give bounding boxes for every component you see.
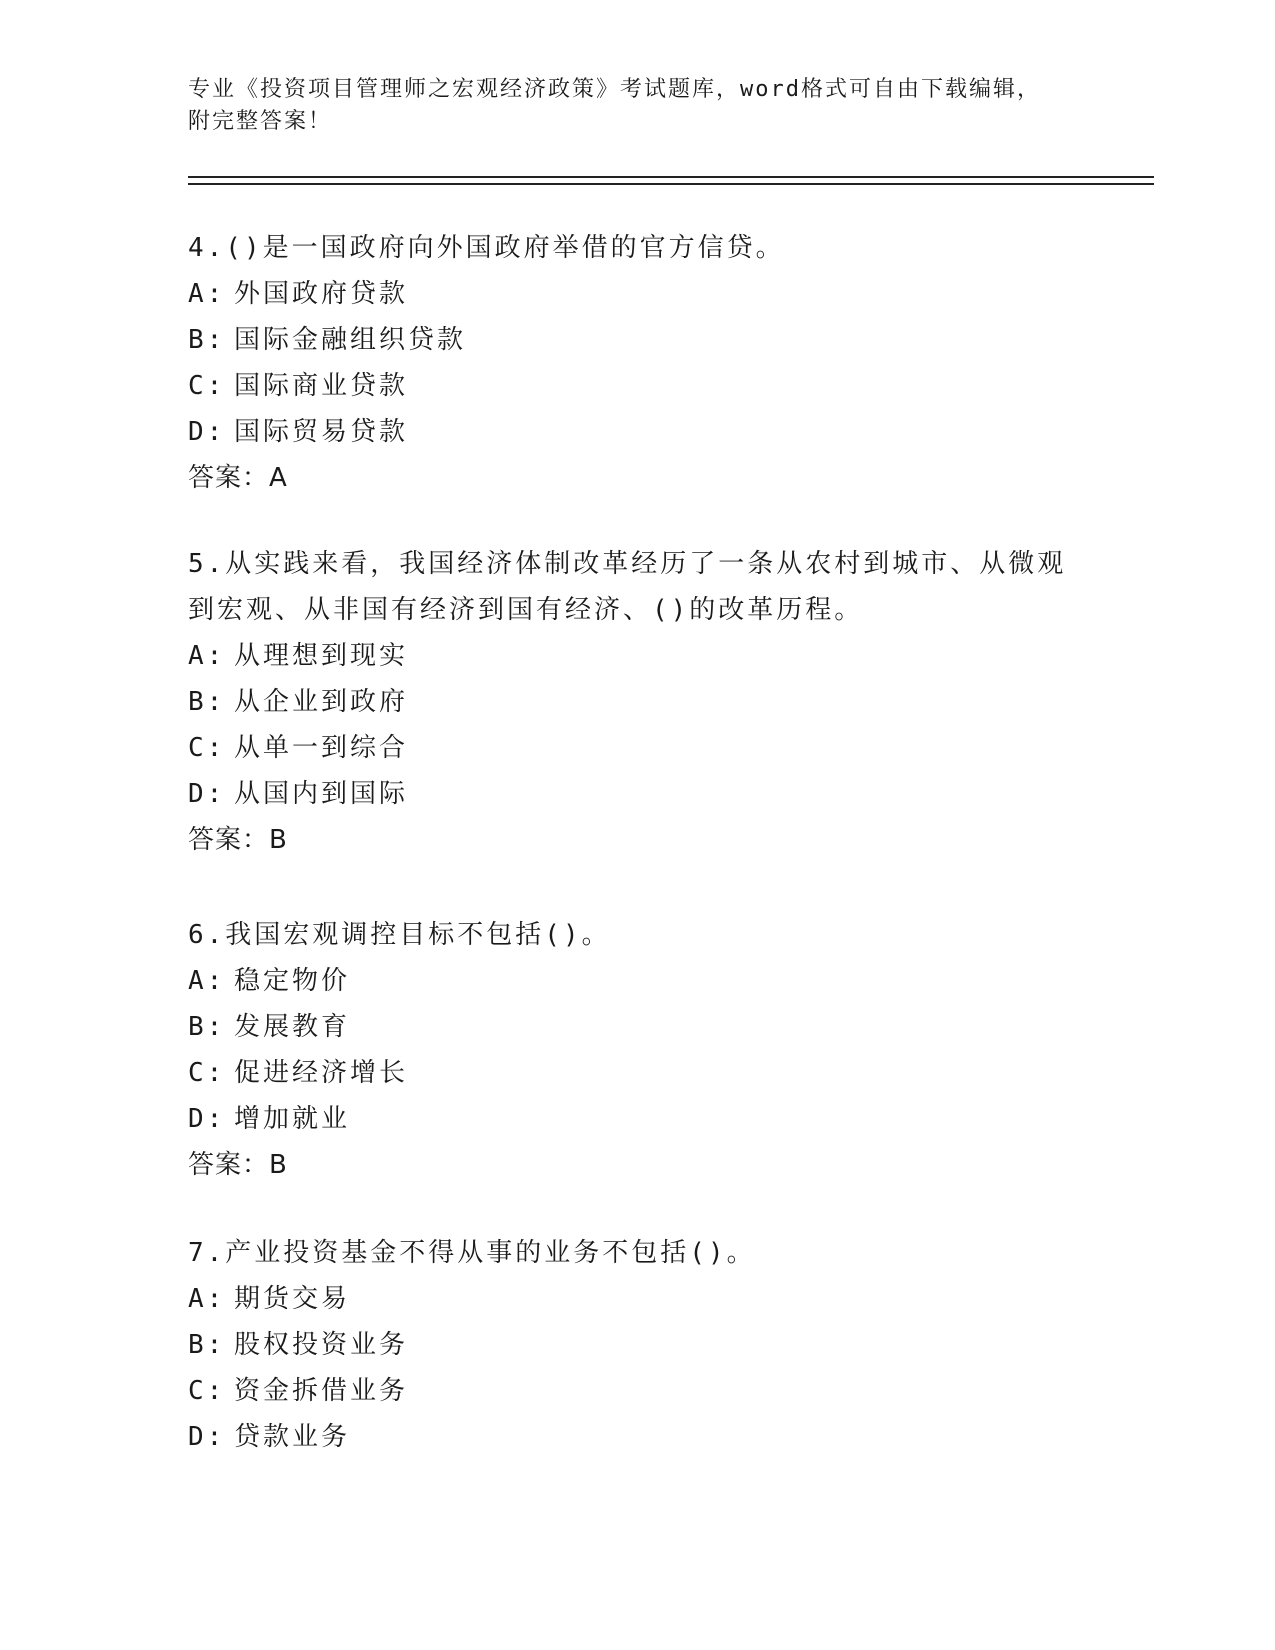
header-divider-top [188,176,1154,178]
option-c [188,725,1088,771]
header-line-2: 附完整答案！ [188,109,333,134]
option-text: 资金拆借业务 [234,1376,409,1406]
option-text: 从国内到国际 [234,779,409,809]
option-c [188,1050,1088,1096]
option-text: 增加就业 [234,1104,351,1134]
option-text: 发展教育 [234,1012,351,1042]
question-5 [188,541,1088,863]
option-text: 国际金融组织贷款 [234,325,467,355]
question-4 [188,225,1088,501]
option-text: 稳定物价 [234,966,351,996]
option-b [188,317,1088,363]
option-text: 从理想到现实 [234,641,409,671]
option-letter: B: [188,1012,226,1042]
question-stem: 6.我国宏观调控目标不包括()。 [188,920,611,950]
option-letter: B: [188,325,226,355]
header-line-1: 专业《投资项目管理师之宏观经济政策》考试题库，word格式可自由下载编辑， [188,77,1041,102]
option-c [188,363,1088,409]
option-text: 从单一到综合 [234,733,409,763]
option-text: 促进经济增长 [234,1058,409,1088]
option-d [188,1096,1088,1142]
option-letter: A: [188,966,226,996]
option-letter: B: [188,687,226,717]
answer-line: 答案：A [188,463,288,493]
option-c [188,1368,1088,1414]
option-letter: C: [188,371,226,401]
option-d [188,1414,1088,1460]
option-a [188,633,1088,679]
option-letter: D: [188,1104,226,1134]
option-letter: A: [188,641,226,671]
option-letter: A: [188,1284,226,1314]
option-text: 贷款业务 [234,1422,351,1452]
option-letter: B: [188,1330,226,1360]
option-a [188,1276,1088,1322]
option-a [188,958,1088,1004]
answer-line: 答案：B [188,1150,288,1180]
answer-line: 答案：B [188,825,288,855]
option-b [188,1004,1088,1050]
option-text: 国际商业贷款 [234,371,409,401]
option-letter: C: [188,1376,226,1406]
option-d [188,771,1088,817]
option-letter: C: [188,1058,226,1088]
option-text: 国际贸易贷款 [234,417,409,447]
question-6 [188,912,1088,1188]
option-a [188,271,1088,317]
question-stem: 4.()是一国政府向外国政府举借的官方信贷。 [188,233,785,263]
question-stem: 5.从实践来看，我国经济体制改革经历了一条从农村到城市、从微观到宏观、从非国有经济到国有经济、()的改革历程。 [188,549,1067,625]
option-b [188,679,1088,725]
document-header [188,74,1088,138]
header-divider-bottom [188,183,1154,185]
option-letter: D: [188,779,226,809]
option-letter: C: [188,733,226,763]
option-text: 外国政府贷款 [234,279,409,309]
option-d [188,409,1088,455]
option-letter: D: [188,417,226,447]
option-letter: A: [188,279,226,309]
question-stem: 7.产业投资基金不得从事的业务不包括()。 [188,1238,756,1268]
question-7 [188,1230,1088,1460]
option-text: 期货交易 [234,1284,351,1314]
option-text: 从企业到政府 [234,687,409,717]
option-letter: D: [188,1422,226,1452]
option-text: 股权投资业务 [234,1330,409,1360]
option-b [188,1322,1088,1368]
